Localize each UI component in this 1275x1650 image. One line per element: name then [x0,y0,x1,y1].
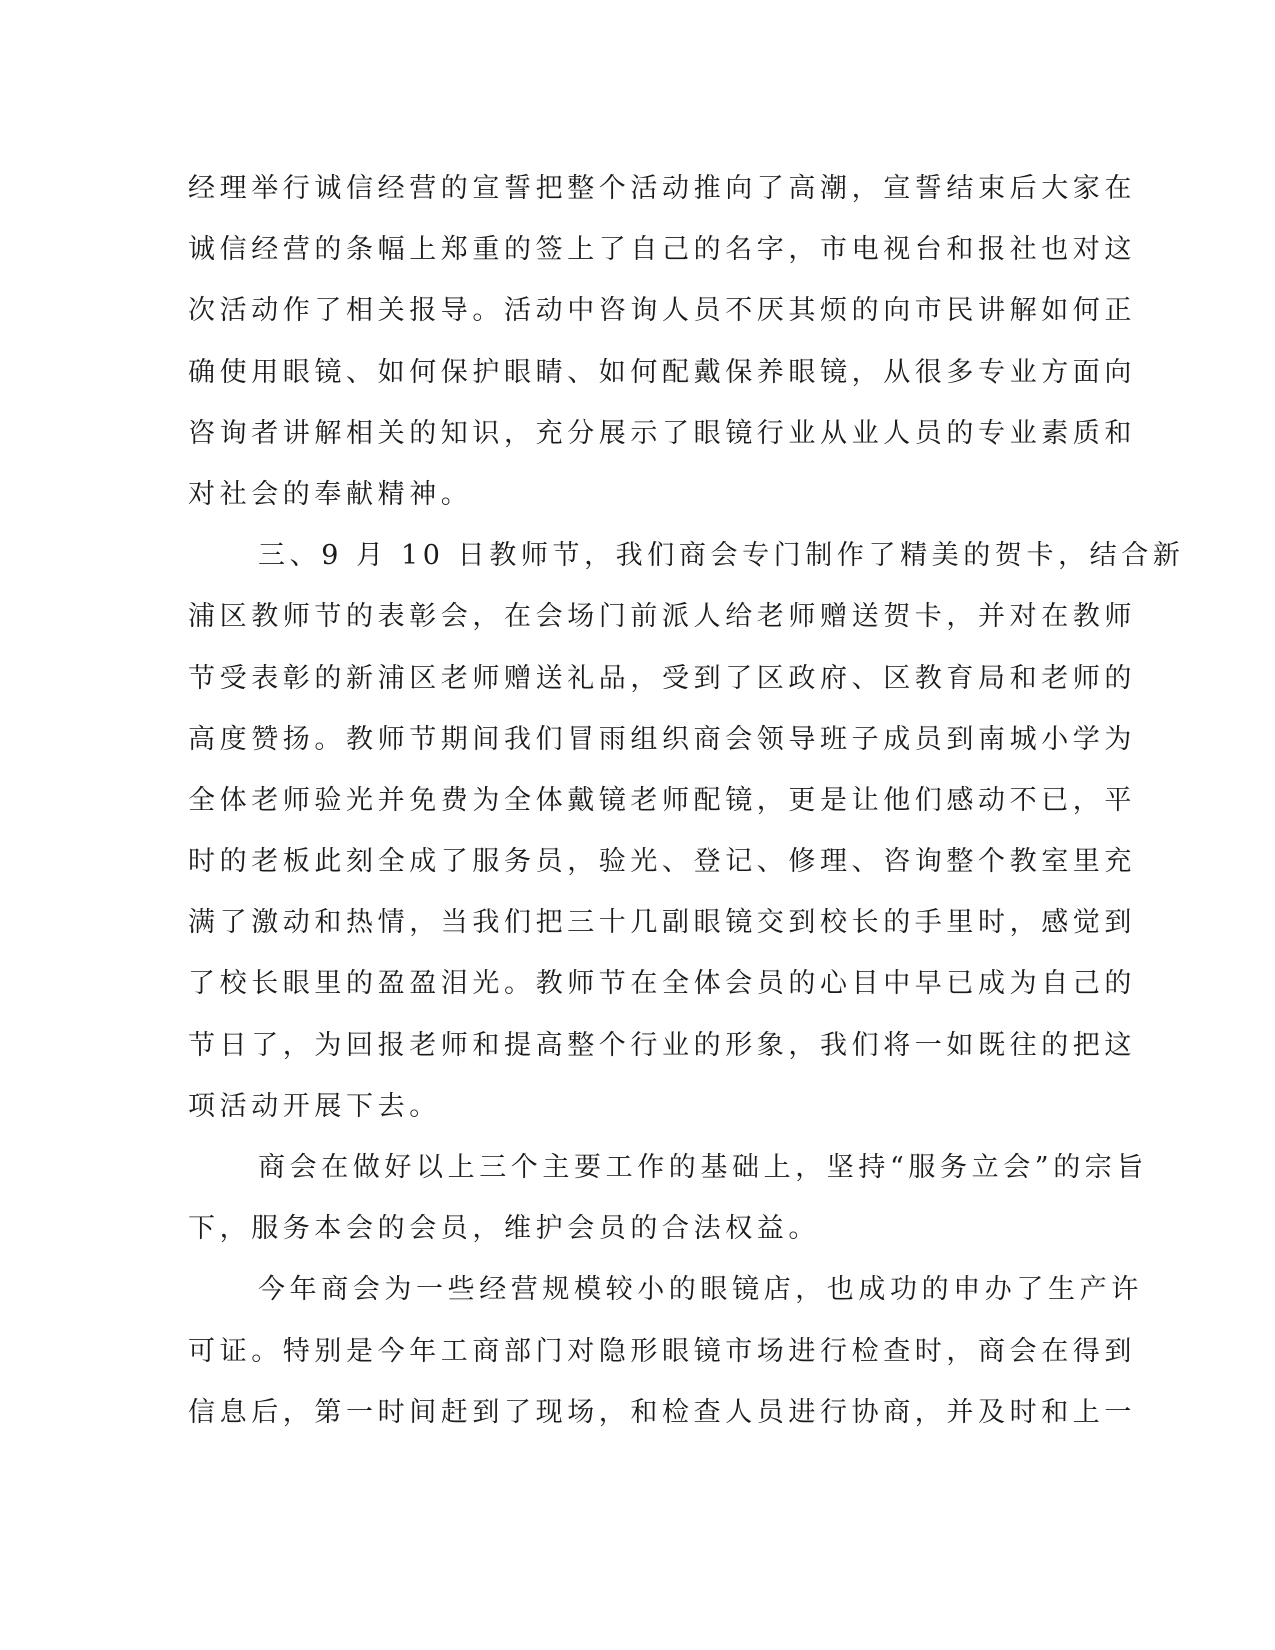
text-line: 经理举行诚信经营的宣誓把整个活动推向了高潮，宣誓结束后大家在 [188,173,1136,204]
text-line: 对社会的奉献精神。 [188,478,473,510]
text-line: 浦区教师节的表彰会，在会场门前派人给老师赠送贺卡，并对在教师 [188,601,1136,633]
text-line: 节日了，为回报老师和提高整个行业的形象，我们将一如既往的把这 [188,1029,1136,1061]
document-body [188,158,1185,1443]
text-line: 下，服务本会的会员，维护会员的合法权益。 [188,1213,820,1245]
paragraph-service-principle [188,1137,1149,1259]
text-line: 三、9 月 10 日教师节，我们商会专门制作了精美的贺卡，结合新 [258,540,1185,572]
text-line: 信息后，第一时间赶到了现场，和检查人员进行协商，并及时和上一 [188,1396,1136,1428]
text-line: 今年商会为一些经营规模较小的眼镜店，也成功的申办了生产许 [258,1274,1143,1306]
paragraph-production-license [188,1259,1143,1443]
text-line: 确使用眼镜、如何保护眼睛、如何配戴保养眼镜，从很多专业方面向 [188,356,1136,388]
text-line: 了校长眼里的盈盈泪光。教师节在全体会员的心目中早已成为自己的 [188,968,1136,1000]
text-line: 次活动作了相关报导。活动中咨询人员不厌其烦的向市民讲解如何正 [188,295,1136,327]
text-line: 时的老板此刻全成了服务员，验光、登记、修理、咨询整个教室里充 [188,846,1136,878]
text-line: 项活动开展下去。 [188,1090,441,1122]
text-line: 可证。特别是今年工商部门对隐形眼镜市场进行检查时，商会在得到 [188,1335,1136,1367]
paragraph-teachers-day [188,525,1185,1137]
text-line: 全体老师验光并免费为全体戴镜老师配镜，更是让他们感动不已，平 [188,784,1136,816]
text-line: 咨询者讲解相关的知识，充分展示了眼镜行业从业人员的专业素质和 [188,417,1136,449]
paragraph-continuation [188,158,1136,525]
text-line: 满了激动和热情，当我们把三十几副眼镜交到校长的手里时，感觉到 [188,907,1136,939]
text-line: 节受表彰的新浦区老师赠送礼品，受到了区政府、区教育局和老师的 [188,662,1136,694]
text-line: 诚信经营的条幅上郑重的签上了自己的名字，市电视台和报社也对这 [188,234,1136,266]
text-line: 商会在做好以上三个主要工作的基础上，坚持“服务立会”的宗旨 [258,1152,1149,1183]
text-line: 高度赞扬。教师节期间我们冒雨组织商会领导班子成员到南城小学为 [188,723,1136,755]
